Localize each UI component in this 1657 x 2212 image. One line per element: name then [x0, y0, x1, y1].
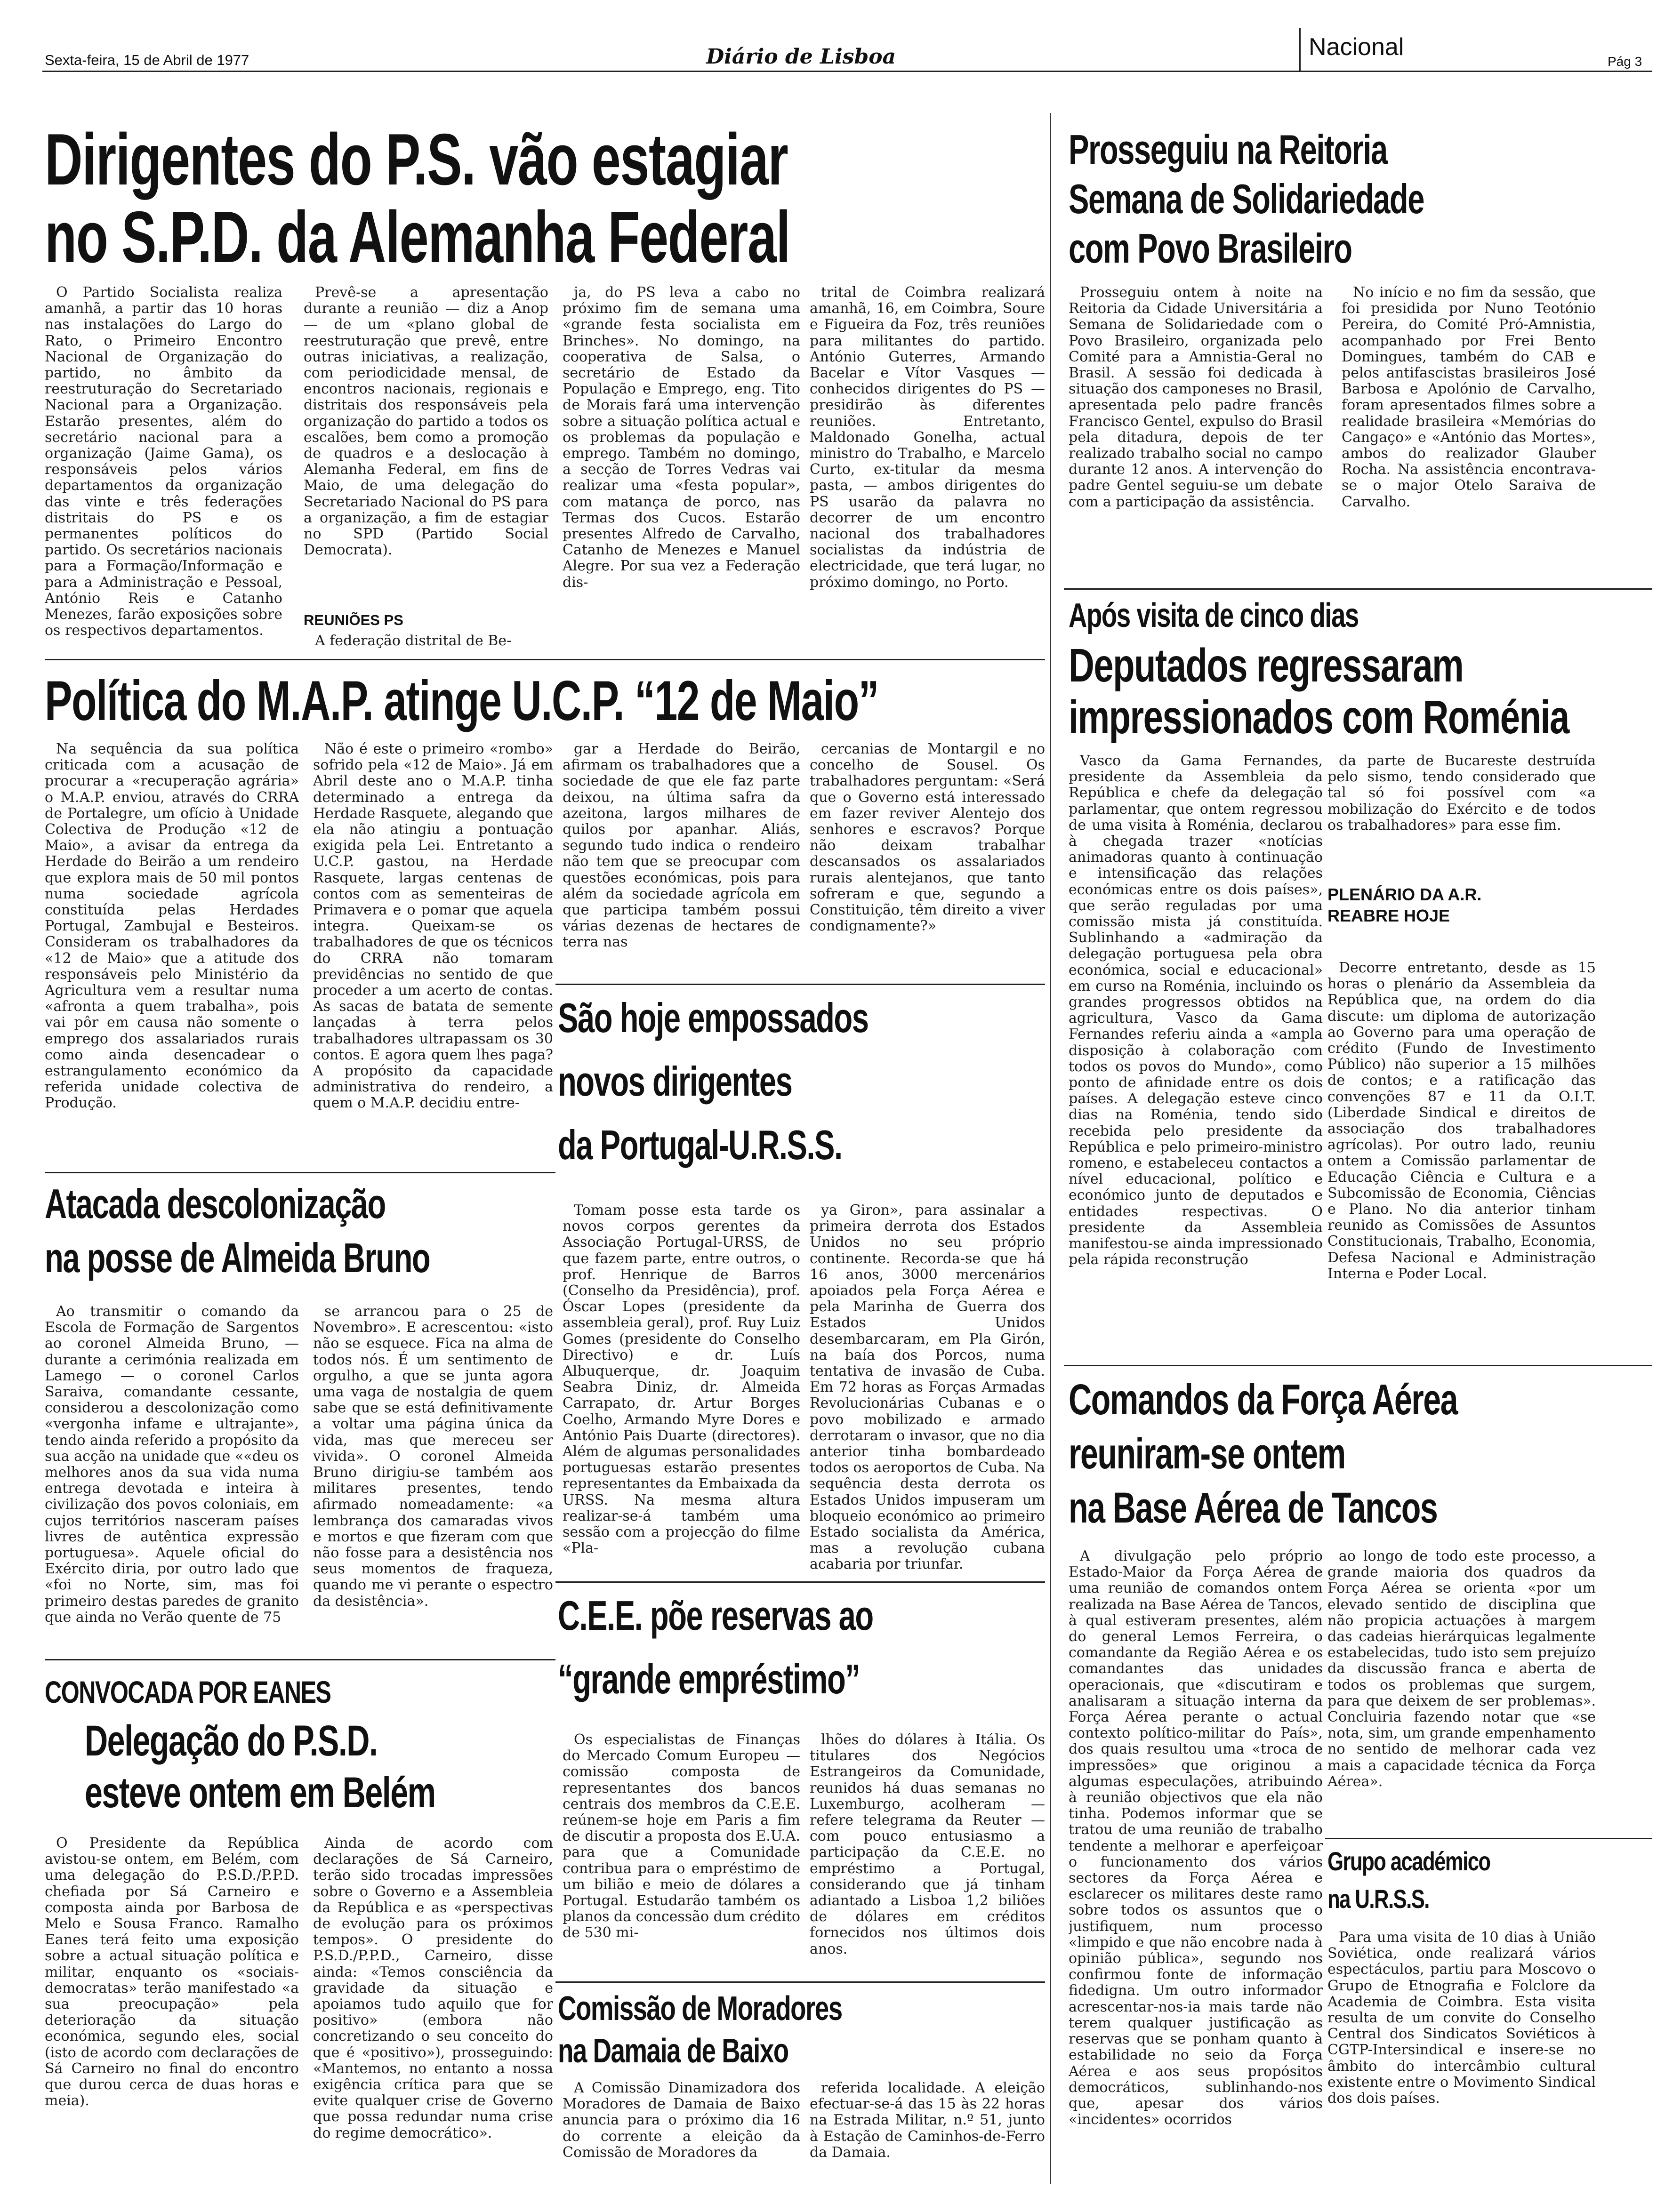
kicker-romenia: Após visita de cinco dias [1069, 597, 1359, 634]
masthead-divider [1299, 28, 1301, 71]
headline-psd-line2: esteve ontem em Belém [85, 1769, 435, 1817]
article-ps-col1: O Partido Socialista realiza amanhã, a partir das 10 horas nas instalações do Largo do Rato, o Primeiro Encontro Nacional de Organização do partido, no âmbito da reestruturação do Secretariado Nacional para a Organização. Estarão presentes, além do secretário nacional para a organização (Jaime Gama), os responsáveis pelos vários departamentos da organização das vinte e três federações distritais do PS e os permanentes políticos do partido. Os secretários nacionais para a Formação/Informação e para a Administração e Pessoal, António Reis e Catanho Menezes, farão exposições sobre os respectivos departamentos. [45, 285, 282, 639]
divider [1064, 588, 1652, 590]
headline-cee-line2: “grande empréstimo” [558, 1656, 860, 1702]
headline-ps-line1: Dirigentes do P.S. vão estagiar [45, 119, 788, 200]
article-romenia-col2b: Decorre entretanto, desde as 15 horas o plenário da Assembleia da República que, na ordem do dia discute: um diploma de autorização ao Governo para uma operação de crédito (Fundo de Investimento Público) não superior a 15 milhões de contos; e a ratificação das convenções 87 e 11 da O.I.T. (Liberdade Sindical e direitos de associação dos trabalhadores agrícolas). Por outro lado, reuniu ontem a Comissão parlamentar de Educação Ciência e Cultura e a Subcomissão de Economia, Ciências e Plano. No dia anterior tinham reunido as Comissões de Assuntos Constitucionais, Trabalho, Economia, Defesa Nacional e Administração Interna e Poder Local. [1327, 960, 1596, 1282]
article-academico-col1: Para uma visita de 10 dias à União Soviética, onde realizará vários espectáculos, partiu para Moscovo o Grupo de Etnografia e Folclore da Academia de Coimbra. Esta visita resulta de um convite do Conselho Central dos Sindicatos Soviéticos à CGTP-Intersindical e insere-se no âmbito do intercâmbio cultural existente entre o Movimento Sindical dos dois países. [1327, 1930, 1596, 2107]
article-descolonizacao-col2: se arrancou para o 25 de Novembro». E acrescentou: «isto não se esquece. Fica na alma de todos nós. É um sentimento de orgulho, a que se junta agora uma vaga de nostalgia de quem sabe que se está definitivamente a voltar uma página única da vida, mas que mereceu ser vivida». O coronel Almeida Bruno dirigiu-se também aos militares presentes, tendo afirmado nomeadamente: «a lembrança dos camaradas vivos e mortos e que fizeram com que não fosse para a desistência nos seus momentos de fraqueza, quando me vi perante o espectro da desistência». [313, 1304, 553, 1610]
divider [555, 1581, 1045, 1583]
article-romenia-col1: Vasco da Gama Fernandes, presidente da Assembleia da República e chefe da delegação parlamentar, que ontem regressou de uma visita à Roménia, declarou à chegada trazer «notícias animadoras quanto à continuação e intensificação das relações económicas entre os dois países», que serão reguladas por uma comissão mista já constituída. Sublinhando a «admiração da delegação portuguesa pela obra económica, social e educacional» em curso na Roménia, incluindo os grandes progressos obtidos na agricultura, Vasco da Gama Fernandes referiu ainda a «ampla disposição à colaboração com todos os povos do Mundo», como ponto de afinidade entre os dois países. A delegação esteve cinco dias na Roménia, tendo sido recebida pelo presidente da República e pelo primeiro-ministro romeno, e estabeleceu contactos a nível educacional, político e económico junto de deputados e entidades respectivas. O presidente da Assembleia manifestou-se ainda impressionado pela rápida reconstrução [1069, 753, 1323, 1268]
article-descolonizacao-col1: Ao transmitir o comando da Escola de Formação de Sargentos ao coronel Almeida Bruno, — durante a cerimónia realizada em Lamego — o coronel Carlos Saraiva, comandante cessante, considerou a descolonização como «vergonha infame e ultrajante», tendo ainda referido a propósito da sua acção na unidade que ««deu os melhores anos da sua vida numa entrega devotada e inteira à civilização dos povos coloniais, em cujos territórios nasceram países livres de autêntica expressão portuguesa». Aquele oficial do Exército diria, por outro lado que «foi no Norte, sim, mas foi primeiro destas paredes de granito que ainda no Verão quente de 75 [45, 1304, 299, 1626]
headline-brasil-line3: com Povo Brasileiro [1069, 225, 1352, 272]
article-forca-col1: A divulgação pelo próprio Estado-Maior da Força Aérea de uma reunião de comandos ontem realizada na Base Aérea de Tancos, à qual estiveram presentes, além do general Lemos Ferreira, o comandante da Região Aérea e os comandantes das unidades operacionais, que «discutiram e analisaram a situação interna da Força Aérea perante o actual contexto político-militar do País», dos quais resultou uma «troca de impressões» que originou a algumas especulações, atribuindo à reunião objectivos que ela não tinha. Podemos informar que se tratou de uma reunião de trabalho tendente a melhorar e aperfeiçoar o funcionamento dos vários sectores da Força Aérea e esclarecer os militares deste ramo sobre todos os assuntos que o justifiquem, num processo «limpido e que não encobre nada à opinião pública», segundo nos confirmou fonte de informação fidedigna. Um outro informador acrescentar-nos-ia mais tarde não terem qualquer justificação as reservas que se ponham quanto à estabilidade no seio da Força Aérea e aos seus propósitos democráticos, sublinhando-nos que, apesar dos vários «incidentes» ocorridos [1069, 1548, 1323, 2128]
headline-brasil-line1: Prosseguiu na Reitoria [1069, 126, 1387, 173]
headline-urss-line2: novos dirigentes [558, 1058, 792, 1105]
subhead-plenario-2: REABRE HOJE [1327, 906, 1450, 925]
subhead-plenario-1: PLENÁRIO DA A.R. [1327, 885, 1482, 904]
divider [45, 659, 1045, 660]
divider [555, 1981, 1045, 1983]
headline-map: Política do M.A.P. atinge U.C.P. “12 de Maio” [45, 669, 879, 732]
article-urss-col1: Tomam posse esta tarde os novos corpos gerentes da Associação Portugal-URSS, de que fazem parte, entre outros, o prof. Henrique de Barros (Conselho da Presidência), prof. Óscar Lopes (presidente da assembleia geral), prof. Ruy Luiz Gomes (presidente do Conselho Directivo) e dr. Luís Albuquerque, dr. Joaquim Seabra Diniz, dr. Almeida Carrapato, dr. Artur Borges Coelho, Armando Myre Dores e António Pais Duarte (directores). Além de algumas personalidades portuguesas estarão presentes representantes da Embaixada da URSS. Na mesma altura realizar-se-á também uma sessão com a projecção do filme «Pla- [563, 1202, 800, 1557]
article-ps-col4: trital de Coimbra realizará amanhã, 16, em Coimbra, Soure e Figueira da Foz, três reuniões para militantes do partido. António Guterres, Armando Bacelar e Vítor Vasques — conhecidos dirigentes do PS — presidirão às diferentes reuniões. Entretanto, Maldonado Gonelha, actual ministro do Trabalho, e Marcelo Curto, ex-titular da mesma pasta, — ambos dirigentes do PS usarão da palavra no decorrer de um encontro nacional dos trabalhadores socialistas da indústria de electricidade, que terá lugar, no próximo domingo, no Porto. [810, 285, 1045, 591]
headline-moradores-line2: na Damaia de Baixo [558, 2032, 788, 2070]
kicker-psd: CONVOCADA POR EANES [45, 1675, 331, 1709]
article-brasil-col2: No início e no fim da sessão, que foi presidida por Nuno Teotónio Pereira, do Comité Pró-Amnistia, acompanhado por Frei Bento Domingues, também do CAB e pelos antifascistas brasileiros José Barbosa e Apolónio de Carvalho, foram apresentados filmes sobre a realidade brasileira «Memórias do Cangaço» e «António das Mortes», ambos do realizador Glauber Rocha. Na assistência encontrava-se o major Otelo Saraiva de Carvalho. [1342, 285, 1596, 510]
article-cee-col1: Os especialistas de Finanças do Mercado Comum Europeu — comissão composta de representantes dos bancos centrais dos membros da C.E.E. reúnem-se hoje em Paris a fim de discutir a proposta dos E.U.A. para que a Comunidade contribua para o empréstimo de um bilião e meio de dólares a Portugal. Estudarão também os planos da concessão dum crédito de 530 mi- [563, 1732, 800, 1941]
headline-academico-line2: na U.R.S.S. [1327, 1884, 1429, 1914]
page-number: Pág 3 [1608, 54, 1642, 69]
headline-descolonizacao-line1: Atacada descolonização [45, 1180, 386, 1227]
divider [1064, 1365, 1652, 1366]
masthead-rule [42, 71, 1652, 72]
headline-romenia-line1: Deputados regressaram [1069, 639, 1464, 692]
subhead-reunioes: REUNIÕES PS [304, 612, 403, 628]
article-moradores-col2: referida localidade. A eleição efectuar-se-á das 15 às 22 horas na Estrada Militar, n.º 51, junto à Estação de Caminhos-de-Ferro da Damaia. [810, 2080, 1045, 2161]
headline-forca-line2: reuniram-se ontem [1069, 1430, 1345, 1478]
article-urss-col2: ya Giron», para assinalar a primeira derrota dos Estados Unidos no seu próprio continente. Recorda-se que há 16 anos, 3000 mercenários apoiados pela Força Aérea e pela Marinha de Guerra dos Estados Unidos desembarcaram, em Pla Girón, na baía dos Porcos, numa tentativa de invasão de Cuba. Em 72 horas as Forças Armadas Revolucionárias Cubanas e o povo mobilizado e armado derrotaram o invasor, que no dia anterior tinha bombardeado todos os aeroportos de Cuba. Na sequência desta derrota os Estados Unidos impuseram um bloqueio económico ao primeiro Estado socialista da América, mas a revolução cubana acabaria por triunfar. [810, 1202, 1045, 1573]
article-map-col1: Na sequência da sua política criticada com a acusação de procurar a «recuperação agrária» o M.A.P. enviou, através do CRRA de Portalegre, um ofício à Unidade Colectiva de Produção «12 de Maio», a avisar da entrega da Herdade do Beirão a um rendeiro que explora mais de 50 mil pontos numa sociedade agrícola constituída pelas Herdades Portugal, Zambujal e Besteiros. Consideram os trabalhadores da «12 de Maio» que a atitude dos responsáveis pelo Ministério da Agricultura vem a resultar numa «afronta a quem trabalha», pois vai pôr em causa não somente o emprego dos assalariados rurais como ainda desencadear o estrangulamento económico da referida unidade colectiva de Produção. [45, 741, 299, 1112]
article-map-col3: gar a Herdade do Beirão, afirmam os trabalhadores que a sociedade de que ele faz parte deixou, na última safra da azeitona, largos milhares de quilos por apanhar. Aliás, segundo tudo indica o rendeiro não tem que se preocupar com questões económicas, pois para além da sociedade agrícola em que participa também possui várias dezenas de hectares de terra nas [563, 741, 800, 951]
article-map-col2: Não é este o primeiro «rombo» sofrido pela «12 de Maio». Já em Abril deste ano o M.A.P. tinha determinado a entrega da Herdade Rasquete, alegando que ela não atingiu a pontuação exigida pela Lei. Entretanto a U.C.P. gastou, na Herdade Rasquete, largas centenas de contos com as sementeiras de Primavera e o pomar que aquela integra. Queixam-se os trabalhadores de que os técnicos do CRRA não tomaram previdências no sentido de que proceder a um acerto de contas. As sacas de batata de semente lançadas à terra pelos trabalhadores ultrapassam os 30 contos. E agora quem lhes paga? A propósito da capacidade administrativa do rendeiro, a quem o M.A.P. decidiu entre- [313, 741, 553, 1112]
article-moradores-col1: A Comissão Dinamizadora dos Moradores de Damaia de Baixo anuncia para o próximo dia 16 do corrente a eleição da Comissão de Moradores da [563, 2080, 800, 2161]
divider [45, 1659, 555, 1660]
headline-psd-line1: Delegação do P.S.D. [85, 1717, 378, 1765]
headline-descolonizacao-line2: na posse de Almeida Bruno [45, 1234, 430, 1281]
article-psd-col2: Ainda de acordo com declarações de Sá Carneiro, terão sido trocadas impressões sobre o Governo e a Assembleia da República e as «perspectivas de evolução para os próximos tempos». O presidente do P.S.D./P.P.D., Carneiro, disse ainda: «Temos consciência da gravidade da situação e apoiamos tudo aquilo que for positivo» (embora não concretizando o seu conceito do que é «positivo»), prosseguindo: «Mantemos, no entanto a nossa exigência crítica para que se evite qualquer crise de Governo que possa redundar numa crise do regime democrático». [313, 1835, 553, 2141]
headline-romenia-line2: impressionados com Roménia [1069, 691, 1569, 744]
headline-academico-line1: Grupo académico [1327, 1846, 1490, 1876]
headline-forca-line3: na Base Aérea de Tancos [1069, 1484, 1438, 1532]
headline-urss-line1: São hoje empossados [558, 994, 869, 1041]
divider [45, 1172, 555, 1173]
issue-date: Sexta-feira, 15 de Abril de 1977 [45, 52, 249, 68]
section-name: Nacional [1309, 33, 1404, 61]
article-map-col4: cercanias de Montargil e no concelho de Sousel. Os trabalhadores perguntam: «Será que o Governo está interessado em fazer reviver Alentejo dos senhores e escravos? Porque não deixam trabalhar descansados os assalariados rurais alentejanos, que tanto sofreram e que, segundo a Constituição, têm direito a viver condignamente?» [810, 741, 1045, 935]
article-brasil-col1: Prosseguiu ontem à noite na Reitoria da Cidade Universitária a Semana de Solidariedade com o Povo Brasileiro, organizada pelo Comité para a Amnistia-Geral no Brasil. A sessão foi dedicada à situação dos camponeses no Brasil, apresentada pelo padre francês Francisco Gentel, expulso do Brasil pela ditadura, depois de ter realizado trabalho social no campo durante 12 anos. A intervenção do padre Gentel seguiu-se um debate com a participação da assistência. [1069, 285, 1323, 510]
divider [555, 984, 1045, 985]
newspaper-name: Diário de Lisboa [706, 45, 896, 69]
headline-brasil-line2: Semana de Solidariedade [1069, 176, 1424, 222]
headline-urss-line3: da Portugal-U.R.S.S. [558, 1122, 842, 1168]
divider [1325, 1838, 1652, 1839]
article-ps-col3: ja, do PS leva a cabo no próximo fim de semana uma «grande festa socialista em Brinches». No domingo, na cooperativa de Salsa, o secretário de Estado da População e Emprego, eng. Tito de Morais fará uma intervenção sobre a situação política actual e os problemas da população e emprego. Também no domingo, a secção de Torres Vedras vai realizar uma «festa popular», com matança de porco, nas Termas dos Cucos. Estarão presentes Alfredo de Carvalho, Catanho de Menezes e Manuel Alegre. Por sua vez a Federação dis- [563, 285, 800, 591]
headline-forca-line1: Comandos da Força Aérea [1069, 1376, 1458, 1424]
article-ps-col2b: A federação distrital de Be- [315, 633, 512, 649]
column-rule [1050, 113, 1051, 2184]
article-cee-col2: lhões do dólares à Itália. Os titulares dos Negócios Estrangeiros da Comunidade, reunidos há duas semanas no Luxemburgo, acolheram — refere telegrama da Reuter — com pouco entusiasmo a participação da C.E.E. no empréstimo a Portugal, considerando que já tinham adiantado a Lisboa 1,2 biliões de dólares em créditos fornecidos nos últimos dois anos. [810, 1732, 1045, 1957]
article-forca-col2: ao longo de todo este processo, a grande maioria dos quadros da Força Aérea se orienta «por um elevado sentido de disciplina que não propicia actuações à margem das cadeias hierárquicas legalmente estabelecidas, tudo isto sem prejuízo da discussão franca e aberta de todos os problemas que surgem, para que deixem de ser problemas». Concluiria fazendo notar que «se nota, sim, um grande empenhamento no sentido de melhorar cada vez mais a capacidade técnica da Força Aérea». [1327, 1548, 1596, 1790]
article-romenia-col2: da parte de Bucareste destruída pelo sismo, tendo considerado que tal só foi possível com «a mobilização do Exército e de todos os trabalhadores» para esse fim. [1327, 753, 1596, 834]
article-ps-col2: Prevê-se a apresentação durante a reunião — diz a Anop — de um «plano global de reestruturação que prevê, entre outras iniciativas, a realização, com periodicidade mensal, de encontros nacionais, regionais e distritais dos responsáveis pela organização do partido a todos os escalões, bem como a promoção de quadros e a deslocação à Alemanha Federal, em fins de Maio, de uma delegação do Secretariado Nacional do PS para a organização, a fim de estagiar no SPD (Partido Social Democrata). [304, 285, 548, 559]
headline-moradores-line1: Comissão de Moradores [558, 1990, 842, 2028]
headline-ps-line2: no S.P.D. da Alemanha Federal [45, 196, 790, 278]
headline-cee-line1: C.E.E. põe reservas ao [558, 1592, 873, 1639]
article-psd-col1: O Presidente da República avistou-se ontem, em Belém, com uma delegação do P.S.D./P.P.D. chefiada por Sá Carneiro e composta ainda por Barbosa de Melo e Sousa Franco. Ramalho Eanes terá feito uma exposição sobre a actual situação política e militar, enquanto os «sociais-democratas» terão manifestado «a sua preocupação» pela deterioração da situação económica, segundo eles, social (isto de acordo com declarações de Sá Carneiro no final do encontro que durou cerca de duas horas e meia). [45, 1835, 299, 2109]
